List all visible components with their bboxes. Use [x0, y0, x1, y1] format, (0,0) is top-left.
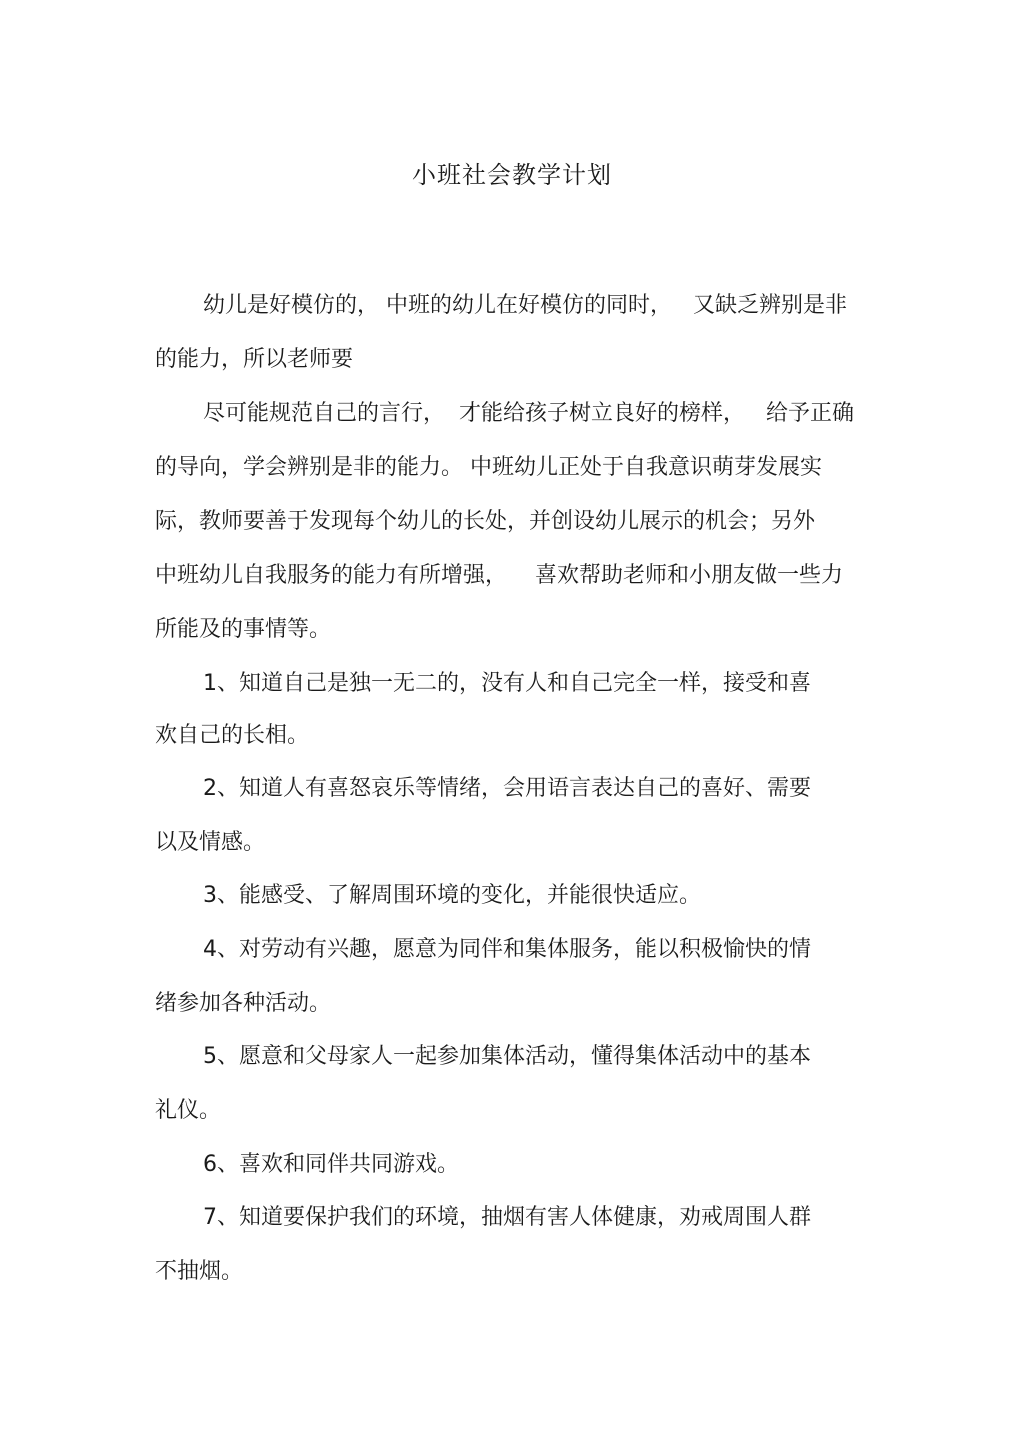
paragraph-line: 中班幼儿自我服务的能力有所增强， 喜欢帮助老师和小朋友做一些力: [155, 563, 843, 588]
list-item-line: 1、知道自己是独一无二的，没有人和自己完全一样，接受和喜: [203, 671, 811, 696]
paragraph-line: 幼儿是好模仿的， 中班的幼儿在好模仿的同时， 又缺乏辨别是非: [203, 293, 847, 318]
paragraph-line: 的导向，学会辨别是非的能力。 中班幼儿正处于自我意识萌芽发展实: [155, 455, 822, 480]
document-title: 小班社会教学计划: [412, 161, 612, 189]
list-item-line: 4、对劳动有兴趣，愿意为同伴和集体服务，能以积极愉快的情: [203, 937, 811, 962]
paragraph-line: 所能及的事情等。: [155, 617, 332, 642]
list-item-line: 5、愿意和父母家人一起参加集体活动，懂得集体活动中的基本: [203, 1044, 811, 1069]
list-item-line: 不抽烟。: [155, 1259, 244, 1284]
list-item-line: 7、知道要保护我们的环境，抽烟有害人体健康，劝戒周围人群: [203, 1205, 811, 1230]
list-item-line: 2、知道人有喜怒哀乐等情绪，会用语言表达自己的喜好、需要: [203, 776, 811, 801]
list-item-line: 欢自己的长相。: [155, 723, 310, 748]
list-item-line: 礼仪。: [155, 1098, 222, 1123]
list-item-line: 以及情感。: [155, 830, 266, 855]
list-item-line: 3、能感受、了解周围环境的变化，并能很快适应。: [203, 883, 701, 908]
paragraph-line: 际，教师要善于发现每个幼儿的长处，并创设幼儿展示的机会；另外: [155, 509, 816, 534]
paragraph-line: 的能力，所以老师要: [155, 347, 354, 372]
list-item-line: 6、喜欢和同伴共同游戏。: [203, 1152, 459, 1177]
paragraph-line: 尽可能规范自己的言行， 才能给孩子树立良好的榜样， 给予正确: [203, 401, 854, 426]
list-item-line: 绪参加各种活动。: [155, 991, 332, 1016]
